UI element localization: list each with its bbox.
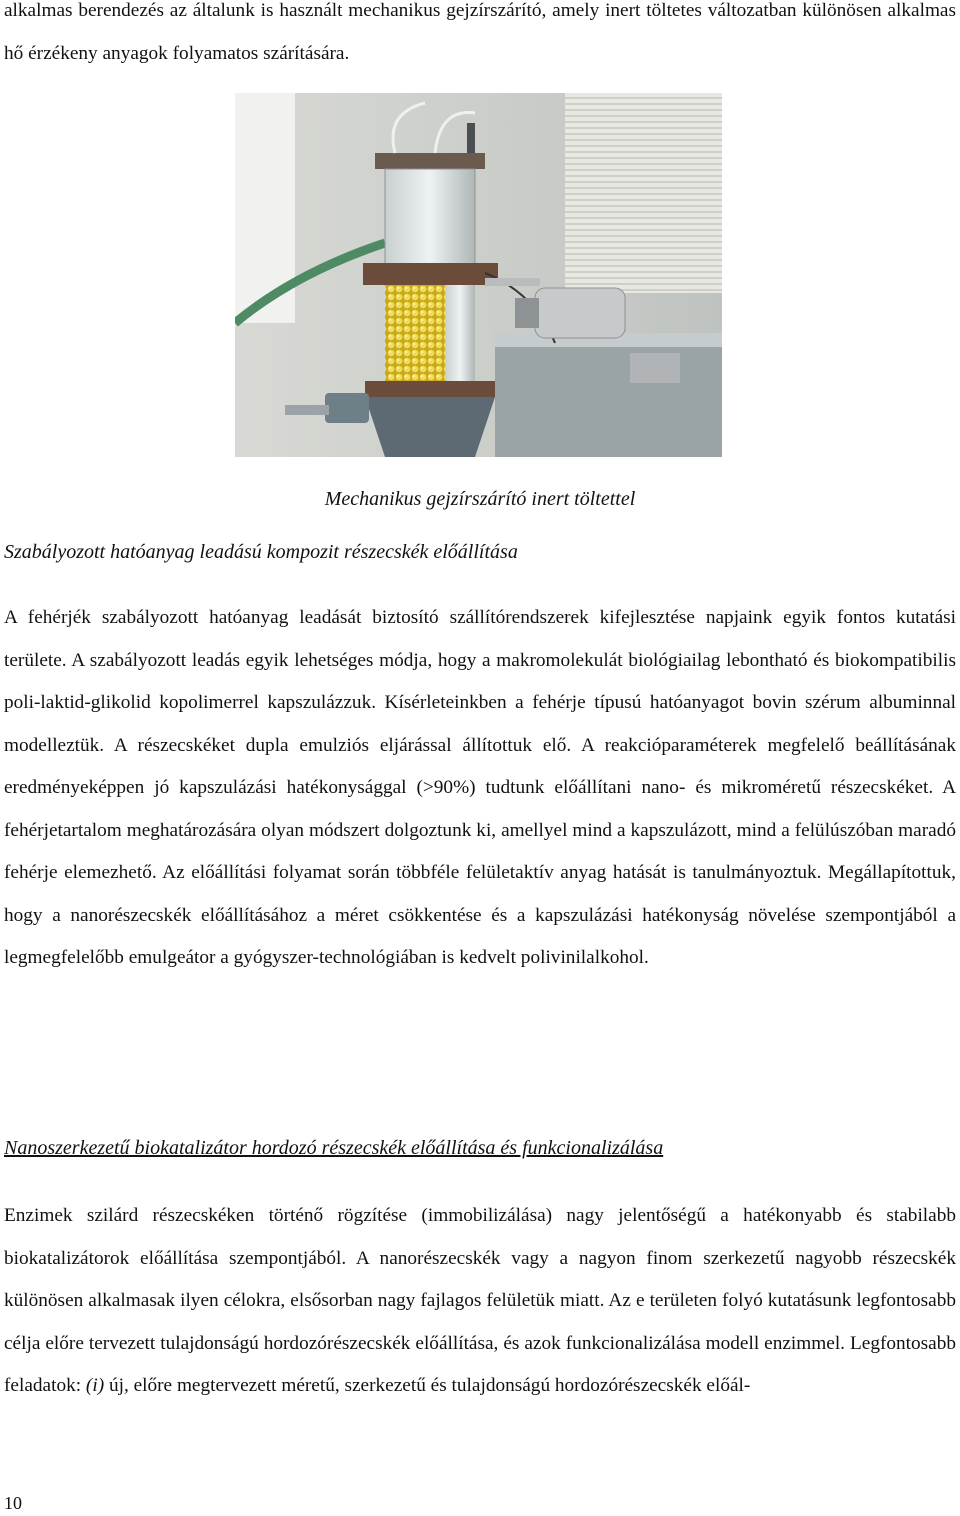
dryer-photo (235, 93, 722, 457)
section1-body: A fehérjék szabályozott hatóanyag leadását biztosító szállítórendszerek kifejlesztése napjaink egyik fontos kutatási területe. A szabályozott leadás egyik lehetséges módja, hogy a makromolekulát biológiailag lebontható és biokompatibilis poli-laktid-glikolid kopolimerrel kapszulázzuk. Kísérleteinkben a fehérje típusú hatóanyagot bovin szérum albuminnal modelleztük. A részecskéket dupla emulziós eljárással állítottuk elő. A reakcióparaméterek megfelelő beállításának eredményeképpen jó kapszulázási hatékonysággal (>90%) tudtunk előállítani nano- és mikroméretű részecskéket. A fehérjetartalom meghatározására olyan módszert dolgoztunk ki, amellyel mind a kapszulázott, mind a felülúszóban maradó fehérje elemezhető. Az előállítási folyamat során többféle felületaktív anyag hatását is tanulmányoztuk. Megállapítottuk, hogy a nanorészecskék előállításához a méret csökkentése és a kapszulázási hatékonyság növelése szempontjából a legmegfelelőbb emulgeátor a gyógyszer-technológiában is kedvelt polivinilalkohol. (4, 607, 956, 968)
section2-heading (4, 1133, 956, 1163)
section2-body (4, 1195, 956, 1408)
list-marker: (i) (85, 1375, 105, 1396)
section1-heading: Szabályozott hatóanyag leadású kompozit részecskék előállítása (4, 541, 518, 563)
section2-heading-text: Nanoszerkezetű biokatalizátor hordozó részecskék előállítása és funkcionalizálása (4, 1137, 664, 1159)
section2-body-tail: új, előre megtervezett méretű, szerkezetű és tulajdonságú hordozórészecskék előál- (104, 1375, 751, 1396)
intro-paragraph: alkalmas berendezés az általunk is használt mechanikus gejzírszárító, amely inert töltetes változatban különösen alkalmas hő érzékeny anyagok folyamatos szárítására. (4, 0, 956, 64)
figure-caption: Mechanikus gejzírszárító inert töltettel (324, 488, 636, 510)
page-number: 10 (4, 1493, 22, 1513)
section2-body-main: Enzimek szilárd részecskéken történő rögzítése (immobilizálása) nagy jelentőségű a hatékonyabb és stabilabb biokatalizátorok előállítása szempontjából. A nanorészecskék vagy a nagyon finom szerkezetű nagyobb részecskék különösen alkalmasak ilyen célokra, elsősorban nagy fajlagos felületük miatt. Az e területen folyó kutatásunk legfontosabb célja előre tervezett tulajdonságú hordozórészecskék előállítása, és azok funkcionalizálása modell enzimmel. Legfontosabb feladatok: (4, 1205, 956, 1396)
